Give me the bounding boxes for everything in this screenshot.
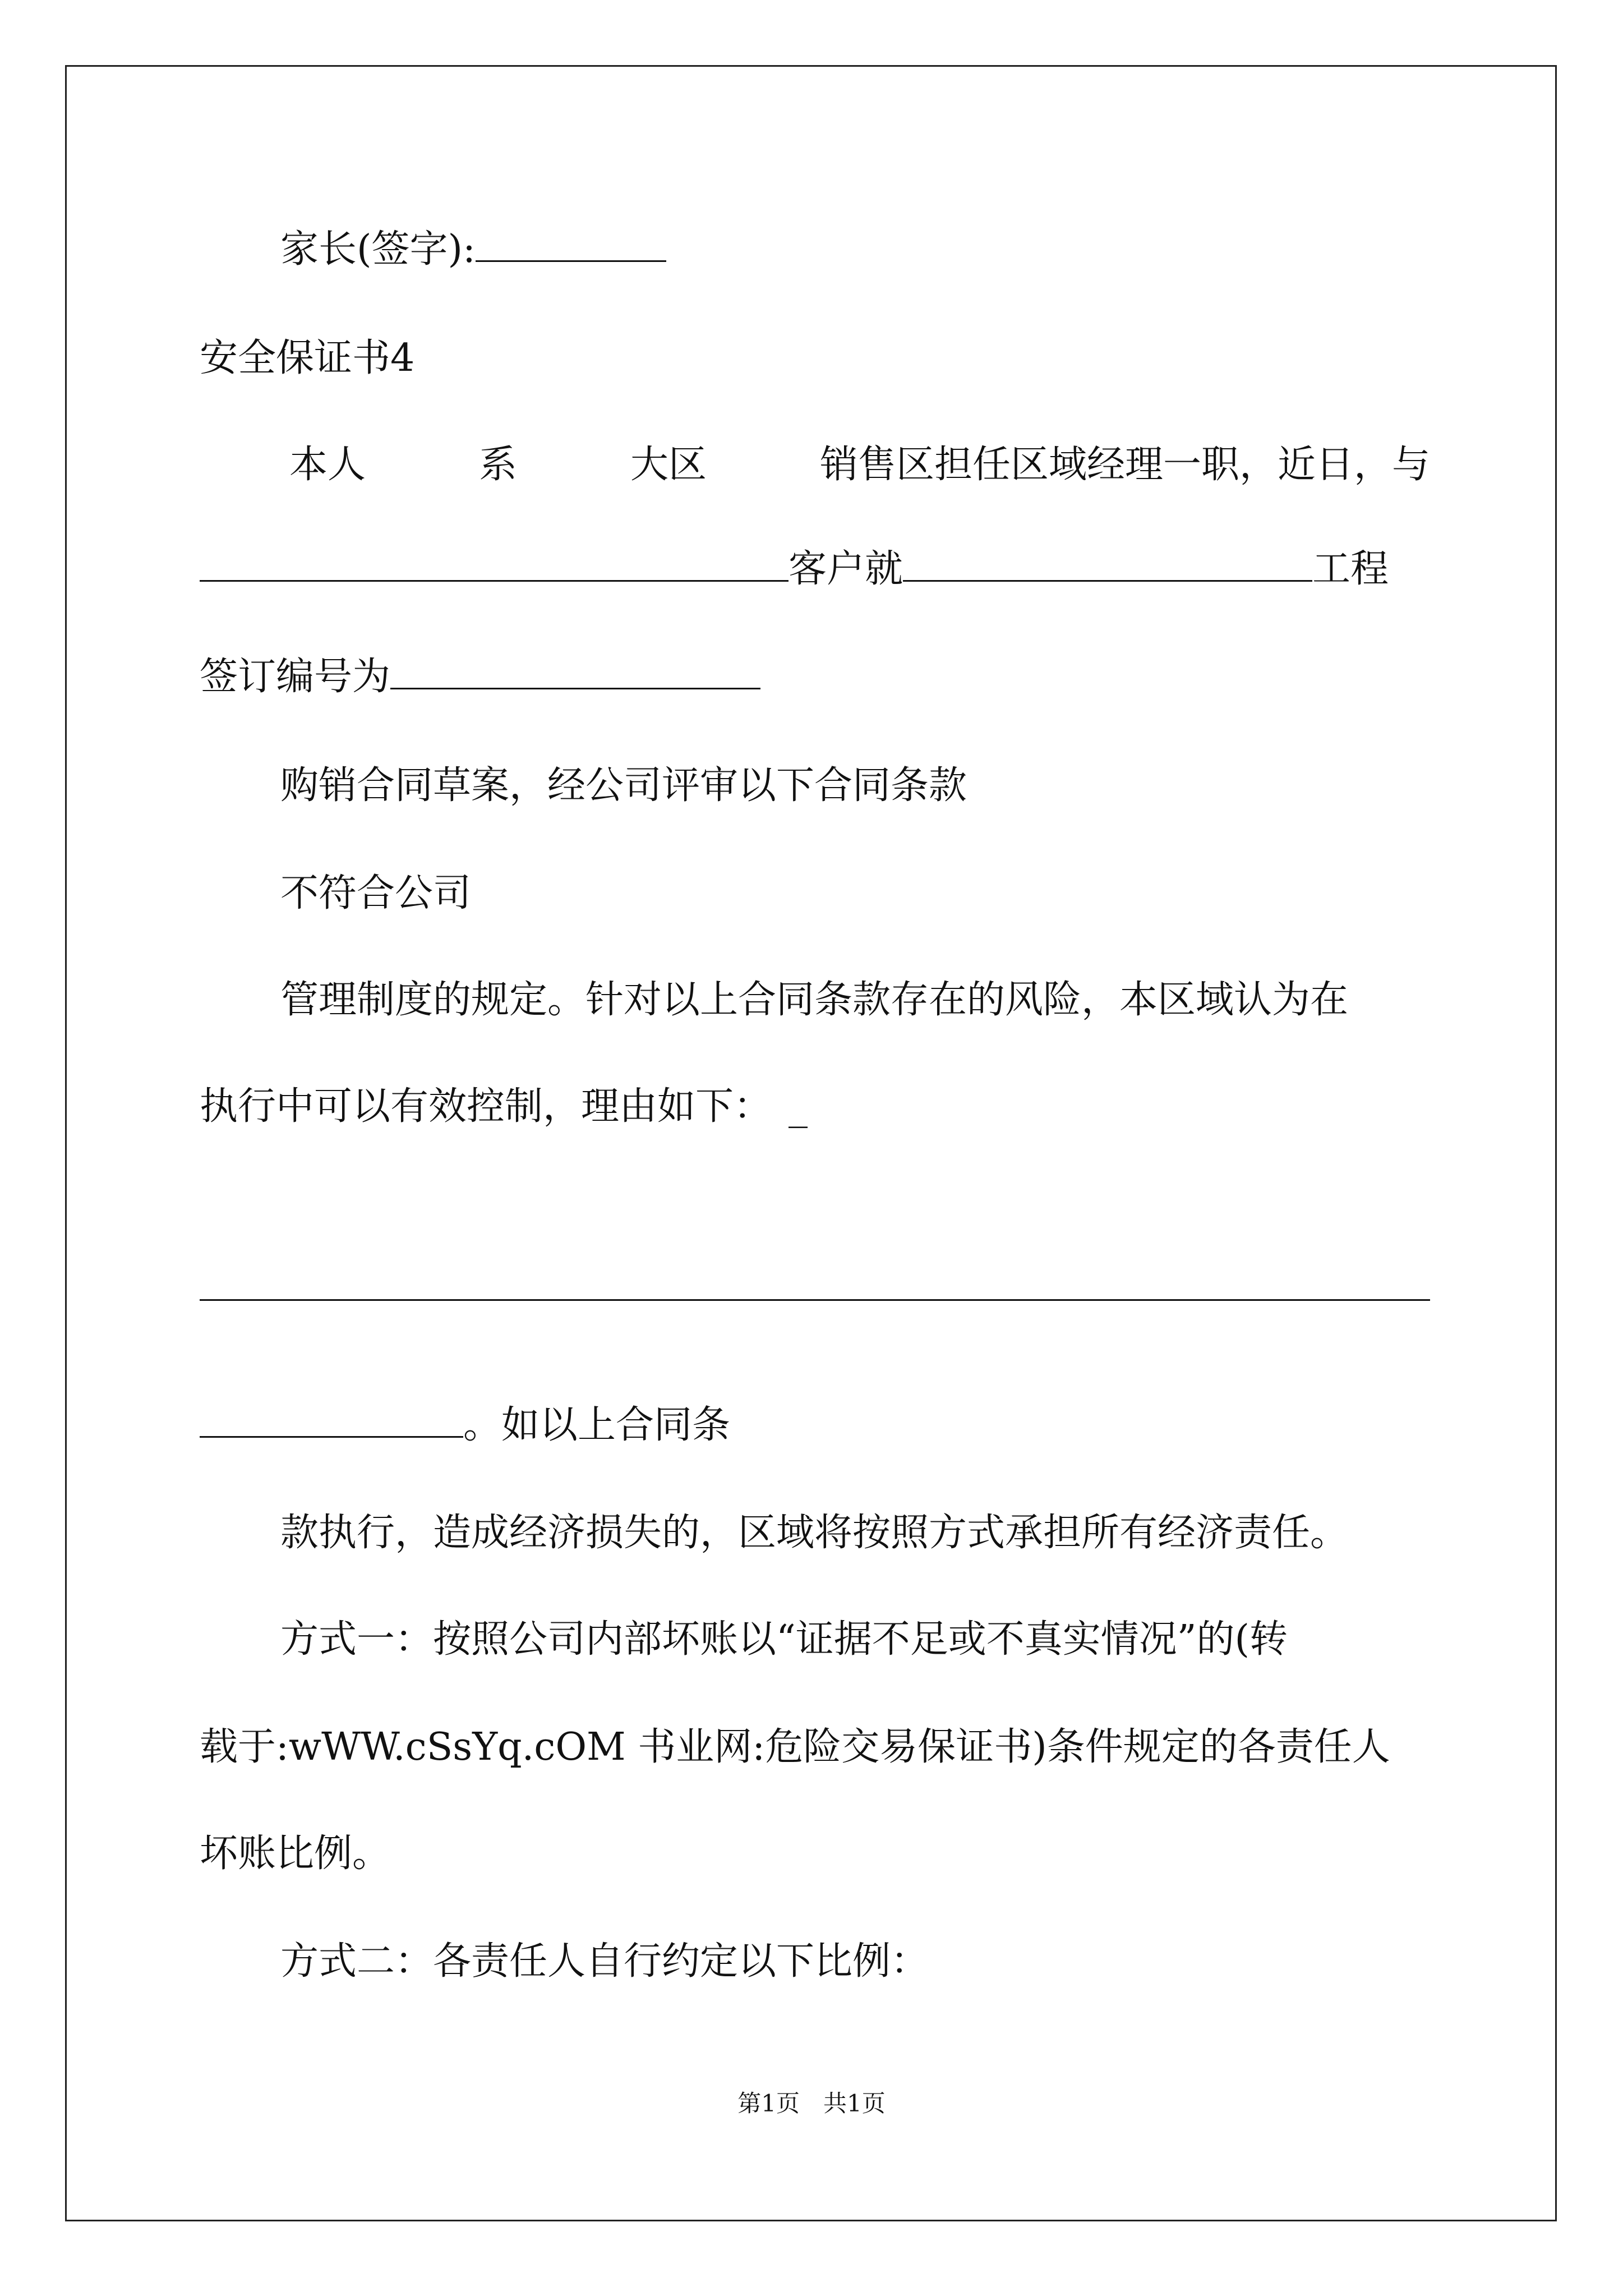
para-not-conform: 不符合公司 <box>280 871 472 915</box>
para-management-2: 执行中可以有效控制，理由如下： <box>200 1084 772 1129</box>
sign-number-line <box>200 652 760 702</box>
intro-word: 系 <box>478 443 517 487</box>
section-title: 安全保证书4 <box>200 336 415 380</box>
para-management-1: 管理制度的规定。针对以上合同条款存在的风险，本区域认为在 <box>280 978 1349 1022</box>
para-contract-draft: 购销合同草案，经公司评审以下合同条款 <box>280 763 967 808</box>
sign-number-label: 签订编号为 <box>200 655 391 699</box>
para-management-2-line <box>200 1082 808 1132</box>
customer-label: 客户就 <box>789 547 903 591</box>
parent-signature-label: 家长(签字): <box>280 227 476 272</box>
intro-line <box>200 440 1430 490</box>
method-two-line: 方式二：各责任人自行约定以下比例： <box>280 1939 929 1984</box>
page-border <box>65 65 1557 2221</box>
intro-word: 本人 <box>289 443 366 487</box>
reason-end-blank[interactable] <box>200 1400 463 1438</box>
method-one-line-1: 方式一：按照公司内部坏账以“证据不足或不真实情况”的(转 <box>280 1617 1288 1662</box>
project-label: 工程 <box>1312 547 1389 591</box>
customer-blank[interactable] <box>200 544 789 582</box>
customer-project-line <box>200 544 1430 595</box>
parent-signature-blank[interactable] <box>476 224 666 262</box>
para-execution: 款执行，造成经济损失的，区域将按照方式承担所有经济责任。 <box>280 1511 1349 1555</box>
if-contract-line <box>200 1400 730 1451</box>
project-blank[interactable] <box>903 544 1312 582</box>
intro-word: 销售区担任区域经理一职，近日，与 <box>819 443 1430 487</box>
para-management-2-tail: _ <box>789 1084 808 1129</box>
sign-number-blank[interactable] <box>390 652 760 689</box>
method-one-line-2: 载于:wWW.cSsYq.cOM 书业网:危险交易保证书)条件规定的各责任人 <box>200 1725 1390 1769</box>
reason-blank-line[interactable] <box>200 1299 1430 1301</box>
parent-signature-line <box>280 224 666 275</box>
intro-word: 大区 <box>630 443 707 487</box>
para-if-contract: 。如以上合同条 <box>463 1403 731 1447</box>
method-one-line-3: 坏账比例。 <box>200 1832 391 1876</box>
page-footer: 第1页 共1页 <box>737 2090 886 2117</box>
